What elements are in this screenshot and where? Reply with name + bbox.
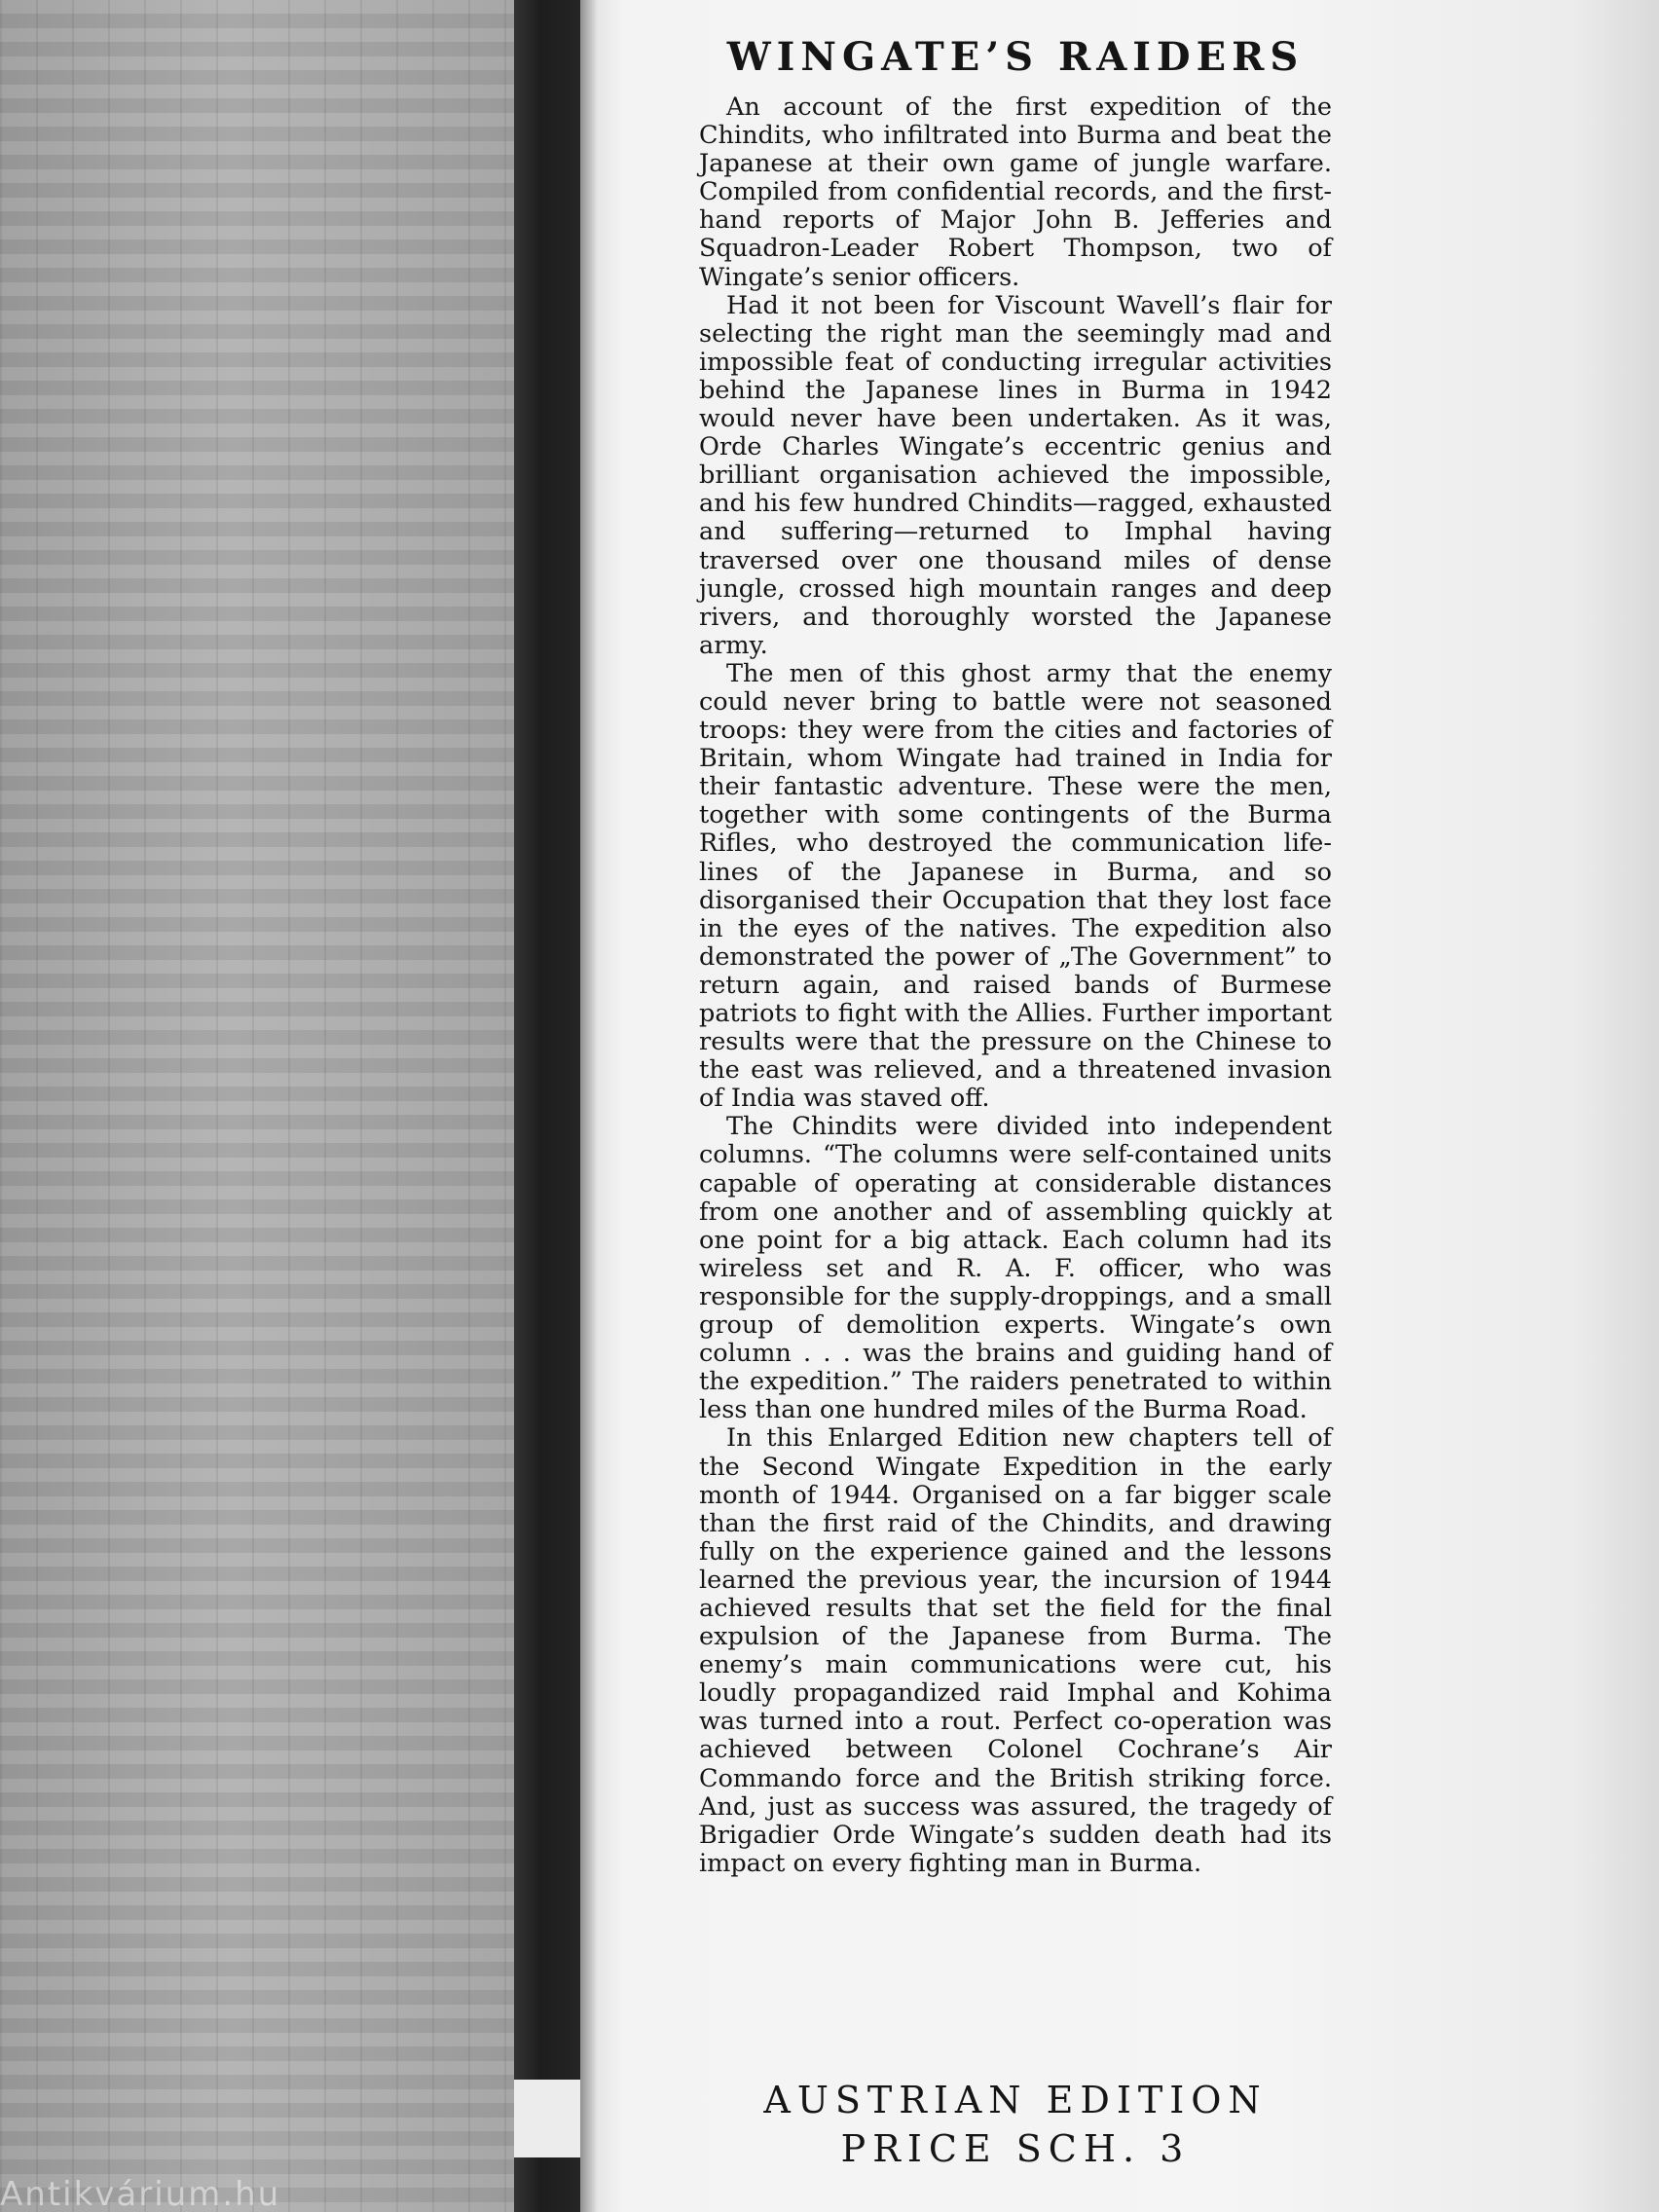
edition-label: AUSTRIAN EDITION bbox=[763, 2079, 1268, 2121]
blurb-column bbox=[699, 29, 1332, 1878]
blurb-paragraph-2: Had it not been for Viscount Wavell’s flair for selecting the right man the seemingly mad and impossible feat of conducting irregular activities behind the Japanese lines in Burma in 1942 would never have been undertaken. As it was, Orde Charles Wingate’s eccentric genius and brilliant organisation achieved the impossible, and his few hundred Chindits—ragged, exhausted and suffering—returned to Imphal having traversed over one thousand miles of dense jungle, crossed high mountain ranges and deep rivers, and thoroughly worsted the Japanese army. bbox=[699, 290, 1332, 660]
page-gutter-shadow bbox=[580, 0, 598, 2212]
blurb-paragraph-3: The men of this ghost army that the enemy could never bring to battle were not seasoned troops: they were from the cities and factories of Britain, whom Wingate had trained in India for their fantastic adventure. These were the men, together with some contingents of the Burma Rifles, who destroyed the communication life-lines of the Japanese in Burma, and so disorganised their Occupation that they lost face in the eyes of the natives. The expedition also demonstrated the power of „The Government” to return again, and raised bands of Burmese patriots to fight with the Allies. Further important results were that the pressure on the Chinese to the east was relieved, and a threatened invasion of India was staved off. bbox=[699, 658, 1332, 1114]
book-cover-texture bbox=[0, 0, 514, 2212]
edition-footer bbox=[699, 2076, 1332, 2173]
blurb-paragraph-1: An account of the first expedition of the Chindits, who infiltrated into Burma and beat the Japanese at their own game of jungle warfare. Compiled from confidential records, and the first-hand reports of Major John B. Jefferies and Squadron-Leader Robert Thompson, two of Wingate’s senior officers. bbox=[699, 92, 1332, 292]
blurb-paragraph-4: The Chindits were divided into independent columns. “The columns were self-contained units capable of operating at considerable distances from one another and of assembling quickly at one point for a big attack. Each column had its wireless set and R. A. F. officer, who was responsible for the supply-droppings, and a small group of demolition experts. Wingate’s own column . . . was the brains and guiding hand of the expedition.” The raiders penetrated to within less than one hundred miles of the Burma Road. bbox=[699, 1112, 1332, 1425]
book-title: WINGATE’S RAIDERS bbox=[726, 34, 1305, 80]
watermark-text: Antikvárium.hu bbox=[0, 2177, 281, 2212]
price-label: PRICE SCH. 3 bbox=[840, 2127, 1191, 2170]
blurb-paragraph-5: In this Enlarged Edition new chapters tell of the Second Wingate Expedition in the early month of 1944. Organised on a far bigger scale than the first raid of the Chindits, and drawing fully on the experience gained and the lessons learned the previous year, the incursion of 1944 achieved results that set the field for the final expulsion of the Japanese from Burma. The enemy’s main communications were cut, his loudly propagandized raid Imphal and Kohima was turned into a rout. Perfect co-operation was achieved between Colonel Cochrane’s Air Commando force and the British striking force. And, just as success was assured, the tragedy of Brigadier Orde Wingate’s sudden death had its impact on every fighting man in Burma. bbox=[699, 1423, 1332, 1878]
book-spine bbox=[514, 0, 580, 2212]
